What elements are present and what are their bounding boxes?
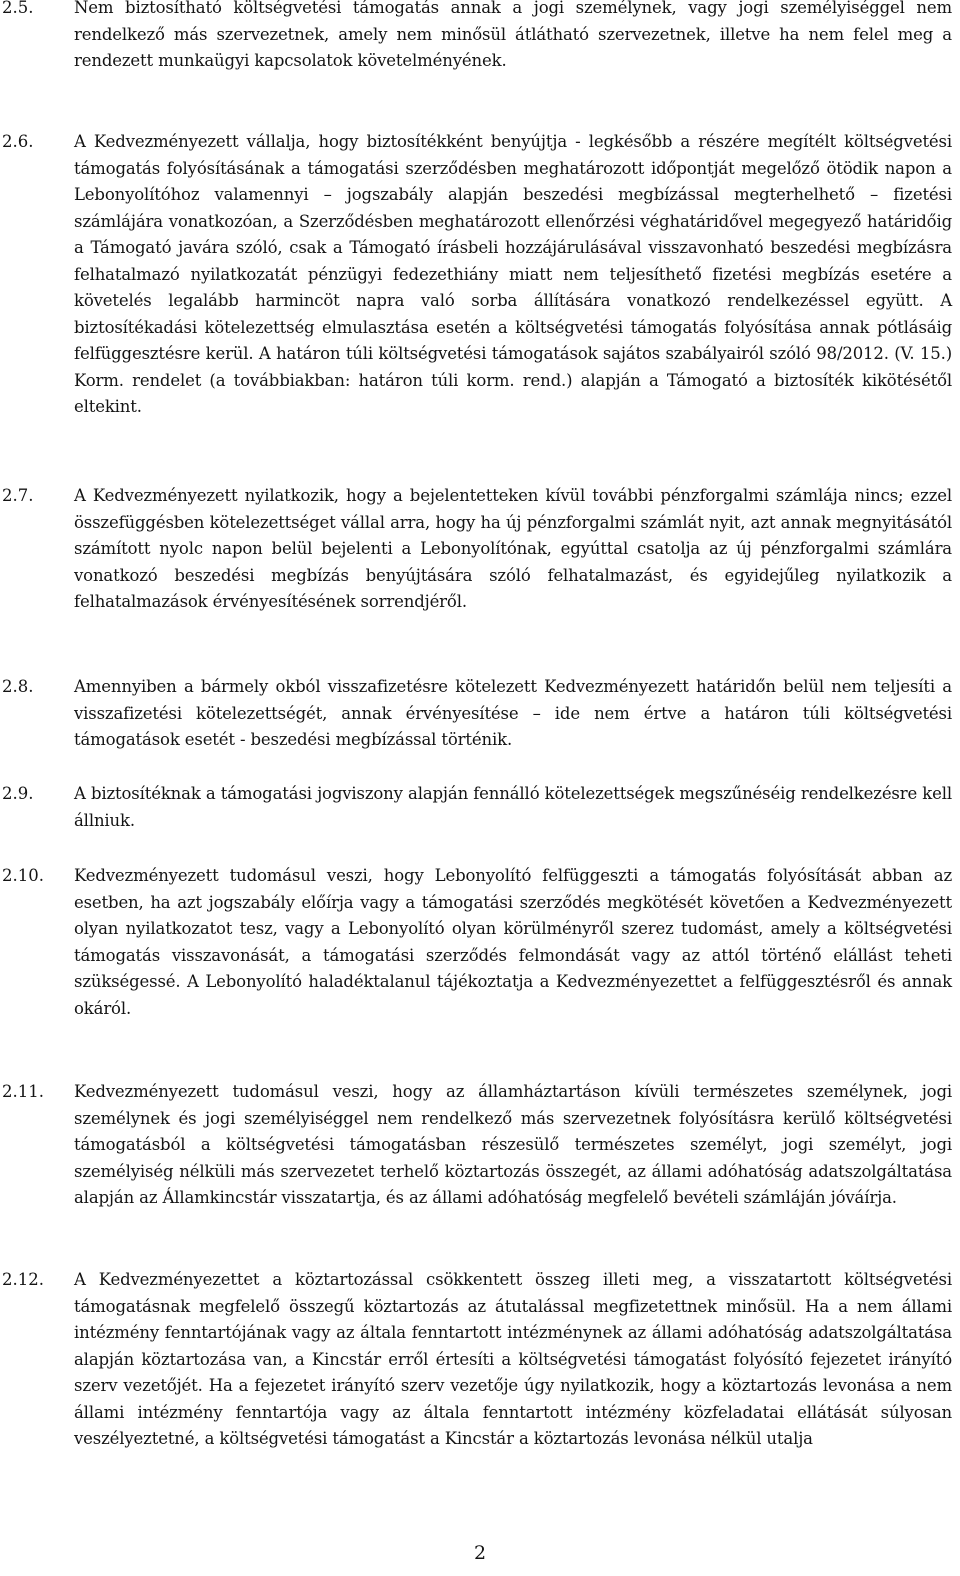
clause-2-6 — [0, 129, 960, 421]
clause-2-10 — [0, 863, 960, 1022]
clause-2-9 — [0, 781, 960, 834]
clause-number: 2.8. — [2, 677, 34, 696]
clause-number: 2.5. — [2, 0, 34, 17]
clause-text: Amennyiben a bármely okból visszafizetésre kötelezett Kedvezményezett határidőn belül nem teljesíti a visszafizetési kötelezettségét, annak érvényesítése – ide nem értve a határon túli költségvetési támogatások esetét - beszedési megbízással történik. — [74, 677, 952, 749]
clause-2-12 — [0, 1267, 960, 1453]
clause-2-5 — [0, 0, 960, 75]
clause-text: Kedvezményezett tudomásul veszi, hogy az államháztartáson kívüli természetes személynek, jogi személynek és jogi személyiséggel nem rendelkező más szervezetnek folyósításra kerülő költségvetési támogatásból a költségvetési támogatásban részesülő természetes személyt, jogi személyt, jogi személyiség nélküli más szervezetet terhelő köztartozás összegét, az állami adóhatóság adatszolgáltatása alapján az Államkincstár visszatartja, és az állami adóhatóság megfelelő bevételi számláján jóváírja. — [74, 1082, 952, 1207]
clause-text: A biztosítéknak a támogatási jogviszony alapján fennálló kötelezettségek megszűnéséig rendelkezésre kell állniuk. — [74, 784, 952, 830]
clause-text: A Kedvezményezettet a köztartozással csökkentett összeg illeti meg, a visszatartott költségvetési támogatásnak megfelelő összegű köztartozás az átutalással megfizetettnek minősül. Ha a nem állami intézmény fenntartójának vagy az általa fenntartott intézménynek az állami adóhatóság adatszolgáltatása alapján köztartozása van, a Kincstár erről értesíti a költségvetési támogatást folyósító fejezetet irányító szerv vezetőjét. Ha a fejezetet irányító szerv vezetője úgy nyilatkozik, hogy a köztartozás levonása a nem állami intézmény fenntartója vagy az általa fenntartott intézmény közfeladatai ellátását súlyosan veszélyeztetné, a költségvetési támogatást a Kincstár a köztartozás levonása nélkül utalja — [74, 1270, 952, 1448]
clause-number: 2.9. — [2, 784, 34, 803]
clause-2-7 — [0, 483, 960, 616]
clause-number: 2.7. — [2, 486, 34, 505]
clause-text: Nem biztosítható költségvetési támogatás annak a jogi személynek, vagy jogi személyiséggel nem rendelkező más szervezetnek, amely nem minősül átlátható szervezetnek, illetve ha nem felel meg a rendezett munkaügyi kapcsolatok követelményének. — [74, 0, 952, 70]
clause-2-11 — [0, 1079, 960, 1212]
clause-number: 2.11. — [2, 1082, 44, 1101]
clause-text: A Kedvezményezett nyilatkozik, hogy a bejelentetteken kívül további pénzforgalmi számlája nincs; ezzel összefüggésben kötelezettséget vállal arra, hogy ha új pénzforgalmi számlát nyit, azt annak megnyitásától számított nyolc napon belül bejelenti a Lebonyolítónak, egyúttal csatolja az új pénzforgalmi számlára vonatkozó beszedési megbízás benyújtására szóló felhatalmazást, és egyidejűleg nyilatkozik a felhatalmazások érvényesítésének sorrendjéről. — [74, 486, 952, 611]
clause-number: 2.6. — [2, 132, 34, 151]
clause-text: A Kedvezményezett vállalja, hogy biztosítékként benyújtja - legkésőbb a részére megítélt költségvetési támogatás folyósításának a támogatási szerződésben meghatározott időpontját megelőző ötödik napon a Lebonyolítóhoz valamennyi – jogszabály alapján beszedési megbízással megterhelhető – fizetési számlájára vonatkozóan, a Szerződésben meghatározott ellenőrzési véghatáridővel megegyező határidőig a Támogató javára szóló, csak a Támogató írásbeli hozzájárulásával visszavonható beszedési megbízásra felhatalmazó nyilatkozatát pénzügyi fedezethiány miatt nem teljesíthető fizetési megbízás esetére a követelés legalább harmincöt napra való sorba állítására vonatkozó rendelkezéssel együtt. A biztosítékadási kötelezettség elmulasztása esetén a költségvetési támogatás folyósítása annak pótlásáig felfüggesztésre kerül. A határon túli költségvetési támogatások sajátos szabályairól szóló 98/2012. (V. 15.) Korm. rendelet (a továbbiakban: határon túli korm. rend.) alapján a Támogató a biztosíték kikötésétől eltekint. — [74, 132, 952, 416]
clause-number: 2.10. — [2, 866, 44, 885]
page-number: 2 — [473, 1542, 487, 1564]
clause-2-8 — [0, 674, 960, 754]
clause-number: 2.12. — [2, 1270, 44, 1289]
clause-text: Kedvezményezett tudomásul veszi, hogy Lebonyolító felfüggeszti a támogatás folyósítását abban az esetben, ha azt jogszabály előírja vagy a támogatási szerződés megkötését követően a Kedvezményezett olyan nyilatkozatot tesz, vagy a Lebonyolító olyan körülményről szerez tudomást, amely a költségvetési támogatás visszavonását, a támogatási szerződés felmondását vagy az attól történő elállást teheti szükségessé. A Lebonyolító haladéktalanul tájékoztatja a Kedvezményezettet a felfüggesztésről és annak okáról. — [74, 866, 952, 1018]
